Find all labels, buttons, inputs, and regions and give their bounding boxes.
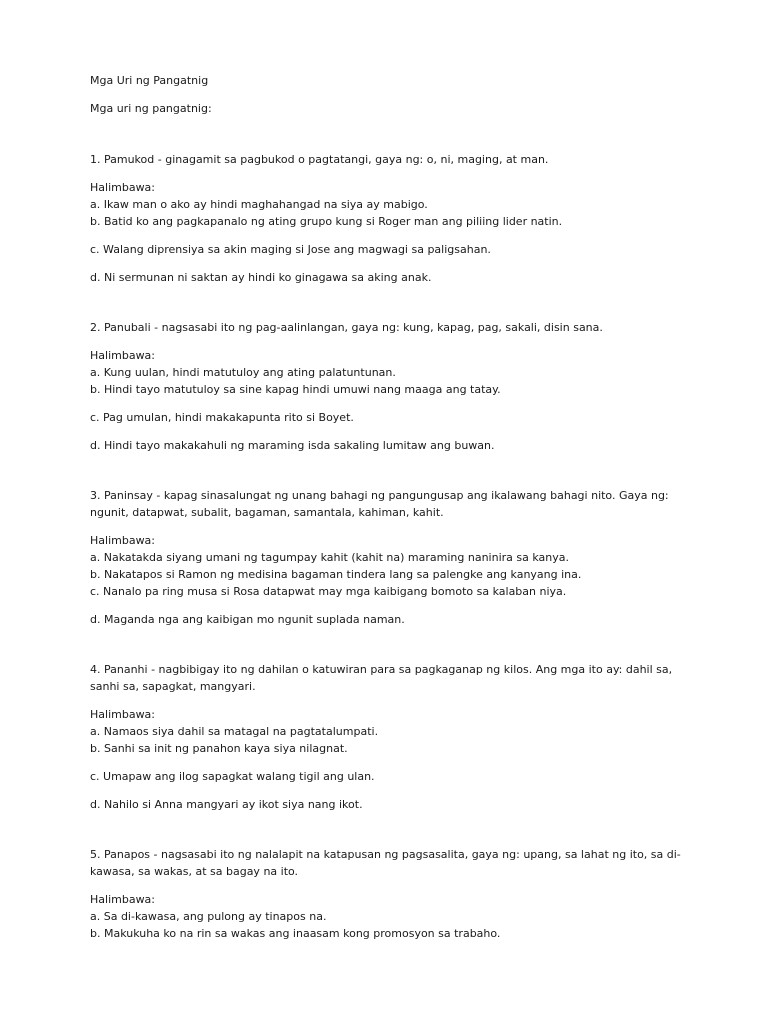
examples-label: Halimbawa:	[90, 708, 156, 721]
section-definition: 5. Panapos - nagsasabi ito ng nalalapit na katapusan ng pagsasalita, gaya ng: upang, sa lahat ng ito, sa di-kawasa, sa wakas, at sa bagay na ito.	[90, 848, 681, 878]
section-definition: 1. Pamukod - ginagamit sa pagbukod o pagtatangi, gaya ng: o, ni, maging, at man.	[90, 153, 549, 166]
example-item: b. Batid ko ang pagkapanalo ng ating grupo kung si Roger man ang piliing lider natin.	[90, 215, 563, 228]
section-definition: 4. Pananhi - nagbibigay ito ng dahilan o katuwiran para sa pagkaganap ng kilos. Ang mga ito ay: dahil sa, sanhi sa, sapagkat, mangyari.	[90, 663, 673, 693]
example-item: b. Hindi tayo matutuloy sa sine kapag hindi umuwi nang maaga ang tatay.	[90, 383, 501, 396]
example-item: c. Pag umulan, hindi makakapunta rito si Boyet.	[90, 411, 354, 424]
document-title: Mga Uri ng Pangatnig	[90, 74, 209, 87]
section-panapos	[90, 846, 690, 942]
examples-label: Halimbawa:	[90, 534, 156, 547]
section-pamukod	[90, 151, 690, 286]
section-definition: 3. Paninsay - kapag sinasalungat ng unang bahagi ng pangungusap ang ikalawang bahagi nito. Gaya ng: ngunit, datapwat, subalit, bagaman, samantala, kahiman, kahit.	[90, 489, 669, 519]
document-page	[90, 72, 690, 975]
example-item: a. Sa di-kawasa, ang pulong ay tinapos na.	[90, 910, 327, 923]
section-definition: 2. Panubali - nagsasabi ito ng pag-aalinlangan, gaya ng: kung, kapag, pag, sakali, disin sana.	[90, 321, 603, 334]
examples-label: Halimbawa:	[90, 893, 156, 906]
examples-label: Halimbawa:	[90, 181, 156, 194]
example-item: a. Ikaw man o ako ay hindi maghahangad na siya ay mabigo.	[90, 198, 428, 211]
example-item: a. Nakatakda siyang umani ng tagumpay kahit (kahit na) maraming naninira sa kanya.	[90, 551, 569, 564]
example-item: c. Nanalo pa ring musa si Rosa datapwat may mga kaibigang bomoto sa kalaban niya.	[90, 585, 567, 598]
example-item: b. Makukuha ko na rin sa wakas ang inaasam kong promosyon sa trabaho.	[90, 927, 501, 940]
section-panubali	[90, 319, 690, 454]
example-item: a. Kung uulan, hindi matutuloy ang ating palatuntunan.	[90, 366, 396, 379]
example-item: c. Umapaw ang ilog sapagkat walang tigil ang ulan.	[90, 770, 375, 783]
example-item: a. Namaos siya dahil sa matagal na pagtatalumpati.	[90, 725, 379, 738]
section-pananhi	[90, 661, 690, 813]
example-item: d. Hindi tayo makakahuli ng maraming isda sakaling lumitaw ang buwan.	[90, 439, 495, 452]
example-item: d. Nahilo si Anna mangyari ay ikot siya nang ikot.	[90, 798, 363, 811]
section-paninsay	[90, 487, 690, 628]
document-subtitle: Mga uri ng pangatnig:	[90, 102, 212, 115]
examples-label: Halimbawa:	[90, 349, 156, 362]
example-item: d. Maganda nga ang kaibigan mo ngunit suplada naman.	[90, 613, 405, 626]
example-item: b. Sanhi sa init ng panahon kaya siya nilagnat.	[90, 742, 348, 755]
example-item: d. Ni sermunan ni saktan ay hindi ko ginagawa sa aking anak.	[90, 271, 432, 284]
example-item: b. Nakatapos si Ramon ng medisina bagaman tindera lang sa palengke ang kanyang ina.	[90, 568, 582, 581]
example-item: c. Walang diprensiya sa akin maging si Jose ang magwagi sa paligsahan.	[90, 243, 491, 256]
